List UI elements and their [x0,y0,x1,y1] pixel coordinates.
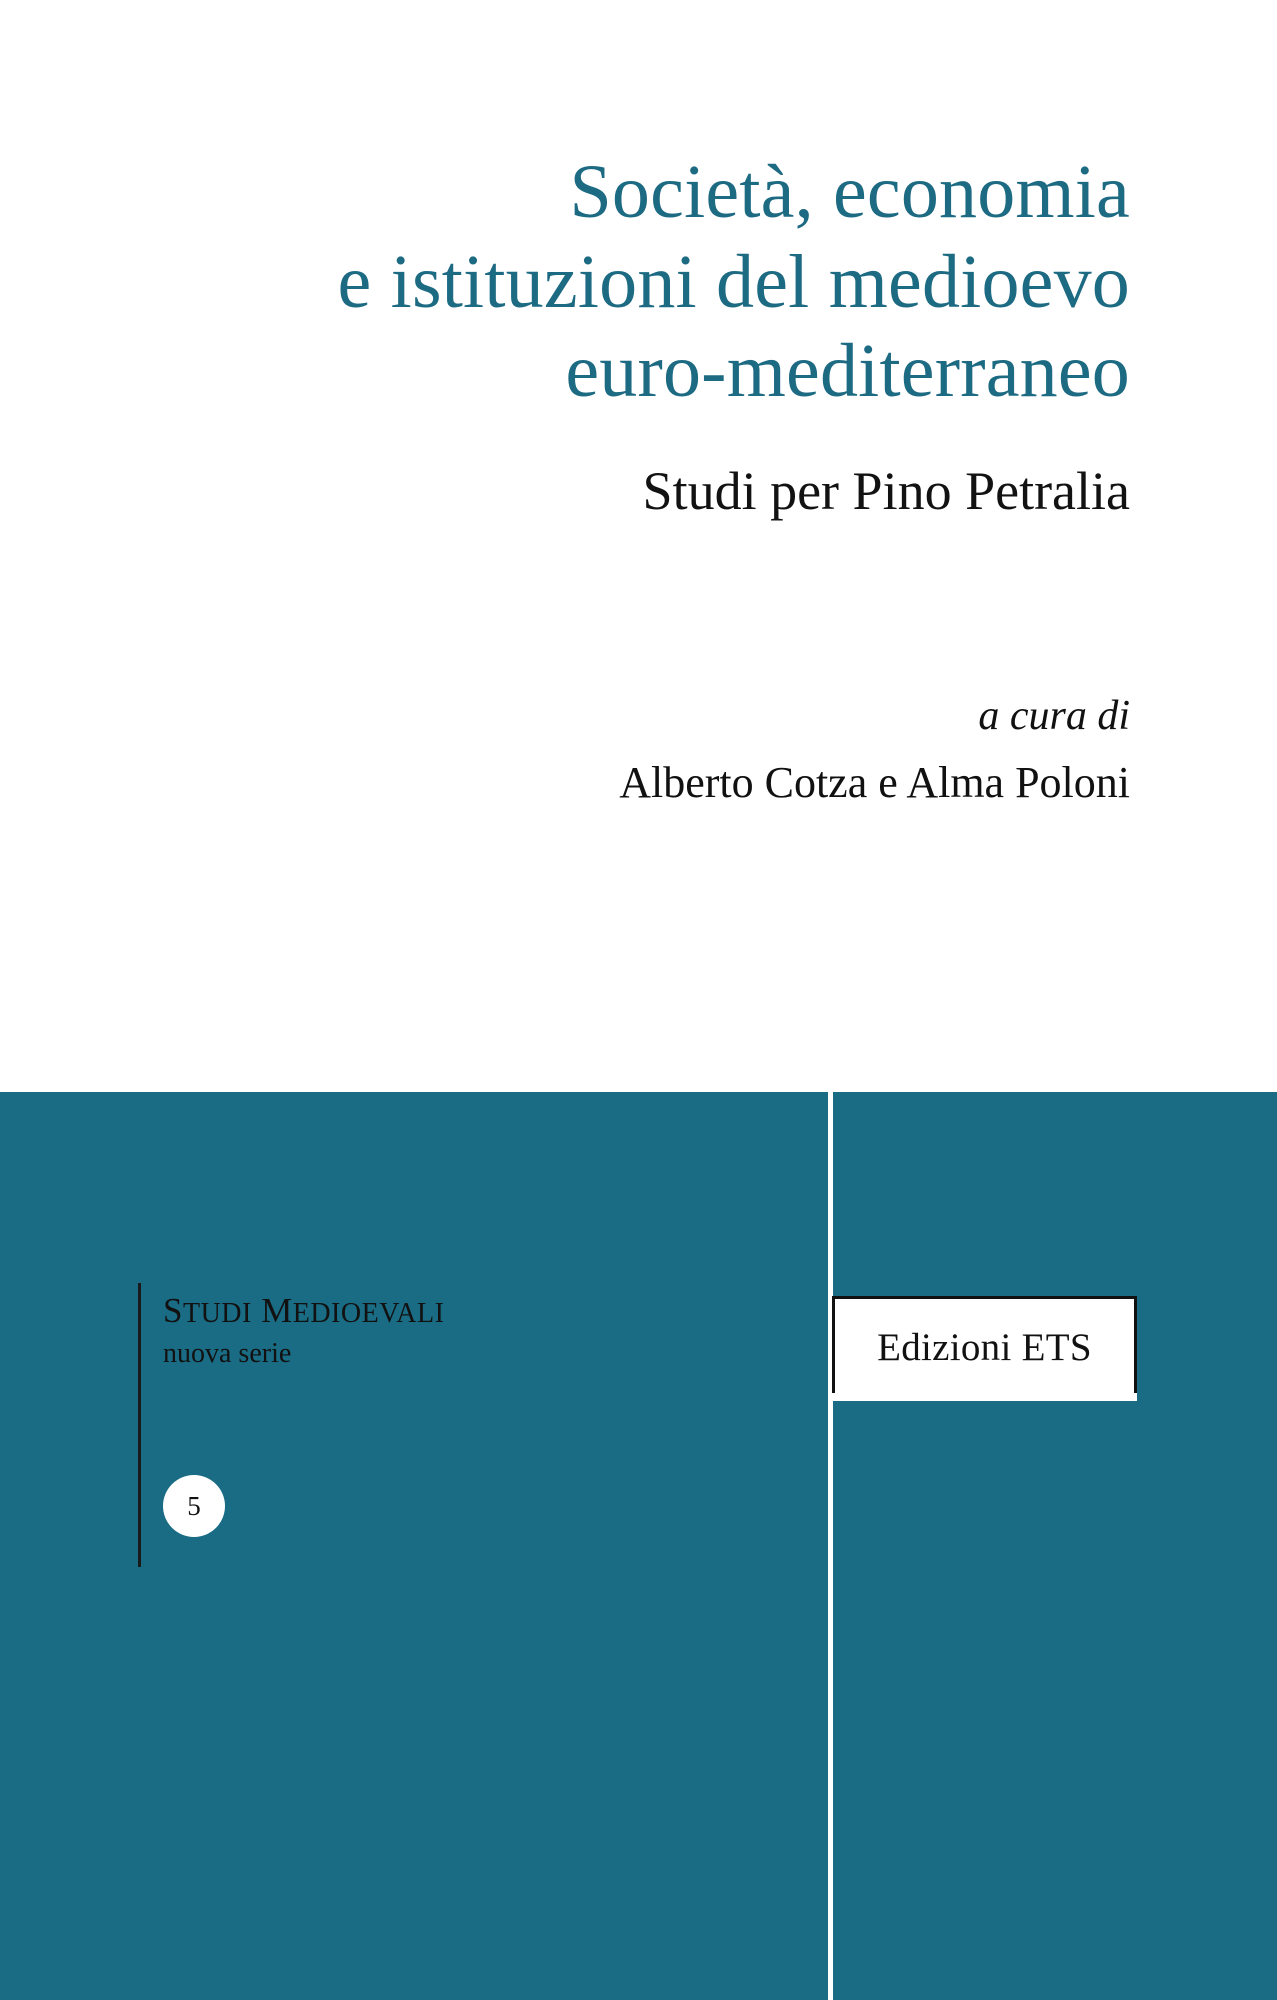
series-title-edioevali: EDIOEVALI [292,1298,445,1329]
series-title [163,1292,683,1331]
title-line-2: e istituzioni del medioevo [337,239,1130,324]
publisher-name: Edizioni ETS [877,1326,1092,1369]
series-block [163,1292,683,1369]
title-block [120,148,1130,524]
series-subtitle: nuova serie [163,1337,292,1369]
series-title-tudi: TUDI [182,1298,252,1329]
band-divider-line [828,1092,833,2000]
editors-prefix: a cura di [978,693,1130,739]
series-number-badge: 5 [163,1475,225,1537]
publisher-box-base [832,1393,1137,1401]
title-line-1: Società, economia [569,150,1130,234]
bottom-color-band [0,1092,1277,2000]
series-title-s: S [163,1291,183,1330]
series-rule [138,1283,141,1567]
publisher-box [832,1296,1137,1396]
subtitle: Studi per Pino Petralia [642,461,1130,522]
editors-block [120,690,1130,810]
title-line-3: euro-mediterraneo [565,329,1130,414]
series-title-m: M [261,1291,293,1330]
editors-names: Alberto Cotza e Alma Poloni [619,757,1130,807]
